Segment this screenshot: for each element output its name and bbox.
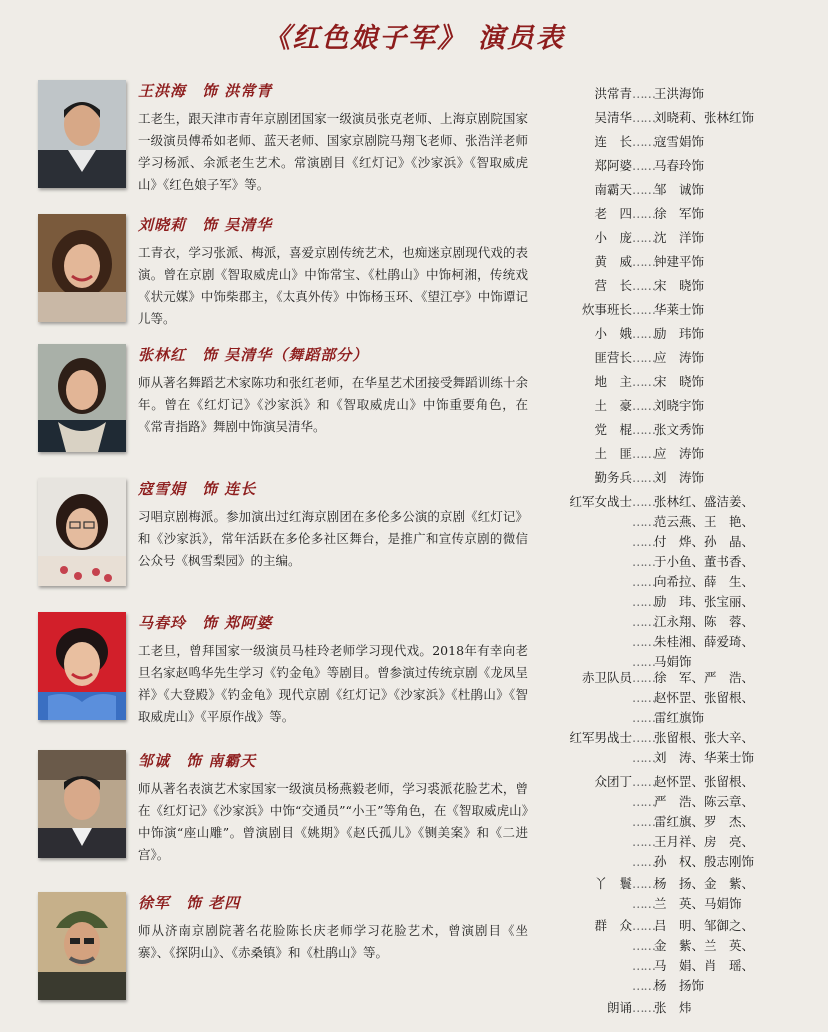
- actor-bio: 师从著名表演艺术家国家一级演员杨燕毅老师，学习裘派花脸艺术，曾在《红灯记》《沙家浜》中饰“交通员”“小王”等角色，在《智取威虎山》中饰演“座山雕”。曾演剧目《姚期》《赵氏孤儿》《铡美案》和《二进宫》。: [138, 781, 528, 862]
- cast-role: 小 庞: [594, 230, 632, 245]
- cast-leader-dots: ……: [632, 958, 655, 973]
- cast-leader-dots: ……: [632, 422, 655, 437]
- cast-leader-dots: ……: [632, 690, 655, 705]
- actor-role: 饰 老四: [186, 894, 241, 912]
- cast-leader-dots: ……: [632, 494, 655, 509]
- cast-role: 洪常青: [594, 86, 632, 101]
- cast-row: [562, 348, 704, 368]
- cast-role: 党 棍: [594, 422, 632, 437]
- cast-actors: 宋 晓饰: [654, 374, 705, 389]
- cast-actors: 严 浩、陈云章、: [654, 794, 755, 809]
- cast-actors: 刘晓宇饰: [654, 398, 705, 413]
- cast-actors: 范云燕、王 艳、: [654, 514, 755, 529]
- cast-leader-dots: ……: [632, 86, 655, 101]
- cast-actors: 应 涛饰: [654, 350, 705, 365]
- cast-row: [562, 324, 704, 344]
- cast-role: 连 长: [594, 134, 632, 149]
- cast-actors: 朱桂湘、薛爱琦、: [654, 634, 755, 649]
- actor-photo: [38, 214, 126, 322]
- cast-row: [562, 998, 692, 1018]
- cast-actors: 钟建平饰: [654, 254, 705, 269]
- cast-role: 勤务兵: [594, 470, 632, 485]
- cast-row: [562, 612, 754, 632]
- cast-actors: 赵怀罡、张留根、: [654, 690, 755, 705]
- cast-actors: 赵怀罡、张留根、: [654, 774, 755, 789]
- cast-leader-dots: ……: [632, 978, 655, 993]
- cast-row: [562, 936, 754, 956]
- cast-actors: 马娟饰: [654, 654, 692, 669]
- cast-role: 丫 鬟: [594, 876, 632, 891]
- cast-row: [562, 444, 704, 464]
- cast-leader-dots: ……: [632, 654, 655, 669]
- cast-row: [562, 728, 754, 748]
- cast-leader-dots: ……: [632, 446, 655, 461]
- cast-role: 土 豪: [594, 398, 632, 413]
- actor-role: 饰 南霸天: [186, 752, 257, 770]
- cast-role: 朗诵: [606, 1000, 632, 1015]
- cast-row: [562, 572, 754, 592]
- cast-leader-dots: ……: [632, 1000, 655, 1015]
- actor-bio: 工老旦，曾拜国家一级演员马桂玲老师学习现代戏。2018年有幸向老旦名家赵鸣华先生学习《钓金龟》等剧目。曾参演过传统京剧《龙凤呈祥》《大登殿》《钓金龟》现代京剧《红灯记》《沙家浜》《杜鹃山》《智取威虎山》《平原作战》等。: [138, 643, 528, 724]
- cast-row: [562, 532, 754, 552]
- cast-row: [562, 688, 754, 708]
- cast-row: [562, 668, 754, 688]
- cast-actors: 杨 扬、金 紫、: [654, 876, 755, 891]
- cast-actors: 徐 军饰: [654, 206, 705, 221]
- cast-row: [562, 468, 704, 488]
- cast-row: [562, 180, 704, 200]
- cast-role: 炊事班长: [581, 302, 632, 317]
- actor-role: 饰 吴清华: [202, 216, 273, 234]
- cast-row: [562, 748, 754, 768]
- cast-role: 红军男战士: [569, 730, 632, 745]
- cast-leader-dots: ……: [632, 350, 655, 365]
- cast-row: [562, 132, 704, 152]
- cast-leader-dots: ……: [632, 278, 655, 293]
- cast-actors: 华莱士饰: [654, 302, 705, 317]
- cast-actors: 励 玮、张宝丽、: [654, 594, 755, 609]
- cast-role: 红军女战士: [569, 494, 632, 509]
- cast-leader-dots: ……: [632, 326, 655, 341]
- cast-leader-dots: ……: [632, 938, 655, 953]
- cast-row: [562, 592, 754, 612]
- actor-name: 张林红: [138, 346, 187, 364]
- cast-leader-dots: ……: [632, 834, 655, 849]
- cast-row: [562, 874, 754, 894]
- cast-row: [562, 420, 704, 440]
- actor-role: 饰 吴清华（舞蹈部分）: [202, 346, 369, 364]
- cast-actors: 刘晓莉、张林红饰: [654, 110, 755, 125]
- actor-photo: [38, 80, 126, 188]
- actor-name: 马春玲: [138, 614, 187, 632]
- cast-leader-dots: ……: [632, 794, 655, 809]
- actor-photo: [38, 478, 126, 586]
- cast-role: 吴清华: [594, 110, 632, 125]
- actor-photo: [38, 892, 126, 1000]
- actor-role: 饰 连长: [202, 480, 257, 498]
- cast-actors: 刘 涛、华莱士饰: [654, 750, 755, 765]
- cast-row: [562, 492, 754, 512]
- cast-leader-dots: ……: [632, 670, 655, 685]
- cast-leader-dots: ……: [632, 876, 655, 891]
- cast-leader-dots: ……: [632, 398, 655, 413]
- cast-role: 地 主: [594, 374, 632, 389]
- cast-row: [562, 916, 754, 936]
- cast-actors: 杨 扬饰: [654, 978, 705, 993]
- cast-role: 赤卫队员: [581, 670, 632, 685]
- cast-row: [562, 512, 754, 532]
- cast-actors: 刘 涛饰: [654, 470, 705, 485]
- cast-row: [562, 276, 704, 296]
- cast-role: 匪营长: [594, 350, 632, 365]
- cast-actors: 于小鱼、董书香、: [654, 554, 755, 569]
- cast-actors: 寇雪娟饰: [654, 134, 705, 149]
- cast-actors: 江永翔、陈 蓉、: [654, 614, 755, 629]
- cast-leader-dots: ……: [632, 158, 655, 173]
- cast-actors: 宋 晓饰: [654, 278, 705, 293]
- cast-row: [562, 812, 754, 832]
- cast-actors: 王月祥、房 亮、: [654, 834, 755, 849]
- cast-role: 土 匪: [594, 446, 632, 461]
- cast-row: [562, 772, 754, 792]
- cast-leader-dots: ……: [632, 374, 655, 389]
- cast-row: [562, 552, 754, 572]
- cast-actors: 兰 英、马娟饰: [654, 896, 742, 911]
- cast-row: [562, 228, 704, 248]
- actor-name: 王洪海: [138, 82, 187, 100]
- cast-role: 众团丁: [594, 774, 632, 789]
- cast-leader-dots: ……: [632, 854, 655, 869]
- cast-actors: 马 娟、肖 瑶、: [654, 958, 755, 973]
- cast-leader-dots: ……: [632, 730, 655, 745]
- cast-row: [562, 396, 704, 416]
- cast-actors: 应 涛饰: [654, 446, 705, 461]
- cast-leader-dots: ……: [632, 614, 655, 629]
- cast-actors: 雷红旗饰: [654, 710, 705, 725]
- actor-bio: 工青衣，学习张派、梅派，喜爱京剧传统艺术，也痴迷京剧现代戏的表演。曾在京剧《智取威虎山》中饰常宝、《杜鹃山》中饰柯湘，传统戏《状元媒》中饰柴郡主，《太真外传》中饰杨玉环、《望江亭》中饰谭记儿等。: [138, 245, 528, 326]
- actor-bio: 师从著名舞蹈艺术家陈功和张红老师，在华星艺术团接受舞蹈训练十余年。曾在《红灯记》《沙家浜》和《智取威虎山》中饰重要角色，在《常青指路》舞剧中饰演吴清华。: [138, 375, 528, 434]
- cast-row: [562, 204, 704, 224]
- cast-actors: 孙 权、殷志刚饰: [654, 854, 755, 869]
- page-title: 《红色娘子军》 演员表: [263, 23, 565, 54]
- cast-actors: 张林红、盛洁姜、: [654, 494, 755, 509]
- actor-name: 刘晓莉: [138, 216, 187, 234]
- cast-role: 营 长: [594, 278, 632, 293]
- cast-row: [562, 84, 704, 104]
- actor-role: 饰 洪常青: [202, 82, 273, 100]
- cast-leader-dots: ……: [632, 634, 655, 649]
- cast-leader-dots: ……: [632, 514, 655, 529]
- cast-row: [562, 300, 704, 320]
- cast-row: [562, 252, 704, 272]
- cast-actors: 雷红旗、罗 杰、: [654, 814, 755, 829]
- cast-actors: 金 紫、兰 英、: [654, 938, 755, 953]
- cast-leader-dots: ……: [632, 182, 655, 197]
- cast-leader-dots: ……: [632, 110, 655, 125]
- cast-row: [562, 956, 754, 976]
- cast-actors: 马春玲饰: [654, 158, 705, 173]
- cast-actors: 邹 诚饰: [654, 182, 705, 197]
- actor-bio: 师从济南京剧院著名花脸陈长庆老师学习花脸艺术，曾演剧目《坐寨》、《探阴山》、《赤桑镇》和《杜鹃山》等。: [138, 923, 528, 960]
- cast-actors: 吕 明、邹御之、: [654, 918, 755, 933]
- cast-actors: 向希拉、薛 生、: [654, 574, 755, 589]
- cast-row: [562, 792, 754, 812]
- cast-leader-dots: ……: [632, 814, 655, 829]
- cast-actors: 王洪海饰: [654, 86, 705, 101]
- cast-row: [562, 108, 754, 128]
- cast-row: [562, 894, 742, 914]
- cast-actors: 徐 军、严 浩、: [654, 670, 755, 685]
- cast-role: 黄 威: [594, 254, 632, 269]
- cast-role: 群 众: [594, 918, 632, 933]
- cast-leader-dots: ……: [632, 750, 655, 765]
- cast-leader-dots: ……: [632, 774, 655, 789]
- cast-actors: 张留根、张大辛、: [654, 730, 755, 745]
- cast-leader-dots: ……: [632, 534, 655, 549]
- cast-role: 南霸天: [594, 182, 632, 197]
- cast-row: [562, 832, 754, 852]
- actor-photo: [38, 612, 126, 720]
- cast-leader-dots: ……: [632, 896, 655, 911]
- actor-name: 徐军: [138, 894, 171, 912]
- actor-bio: 工老生，跟天津市青年京剧团国家一级演员张克老师、上海京剧院国家一级演员傅希如老师、蓝天老师、国家京剧院马翔飞老师、张浩洋老师学习杨派、余派老生艺术。常演剧目《红灯记》《沙家浜》《智取威虎山》《红色娘子军》等。: [138, 111, 528, 192]
- actor-name: 邹诚: [138, 752, 171, 770]
- cast-row: [562, 976, 704, 996]
- cast-leader-dots: ……: [632, 574, 655, 589]
- cast-actors: 张 炜: [654, 1000, 692, 1015]
- cast-leader-dots: ……: [632, 302, 655, 317]
- cast-role: 老 四: [594, 206, 632, 221]
- cast-leader-dots: ……: [632, 230, 655, 245]
- cast-actors: 励 玮饰: [654, 326, 705, 341]
- actor-photo: [38, 344, 126, 452]
- cast-row: [562, 852, 754, 872]
- cast-role: 郑阿婆: [594, 158, 632, 173]
- cast-row: [562, 632, 754, 652]
- cast-actors: 付 烨、孙 晶、: [654, 534, 755, 549]
- cast-leader-dots: ……: [632, 918, 655, 933]
- cast-role: 小 娥: [594, 326, 632, 341]
- actor-name: 寇雪娟: [138, 480, 187, 498]
- cast-row: [562, 372, 704, 392]
- cast-leader-dots: ……: [632, 134, 655, 149]
- cast-row: [562, 708, 704, 728]
- actor-photo: [38, 750, 126, 858]
- cast-actors: 张文秀饰: [654, 422, 705, 437]
- cast-leader-dots: ……: [632, 554, 655, 569]
- cast-leader-dots: ……: [632, 470, 655, 485]
- cast-row: [562, 156, 704, 176]
- cast-leader-dots: ……: [632, 254, 655, 269]
- cast-leader-dots: ……: [632, 710, 655, 725]
- cast-leader-dots: ……: [632, 206, 655, 221]
- actor-bio: 习唱京剧梅派。参加演出过红海京剧团在多伦多公演的京剧《红灯记》和《沙家浜》，常年活跃在多伦多社区舞台，是推广和宣传京剧的微信公众号《枫雪梨园》的主编。: [138, 509, 528, 568]
- actor-role: 饰 郑阿婆: [202, 614, 273, 632]
- cast-actors: 沈 洋饰: [654, 230, 705, 245]
- cast-leader-dots: ……: [632, 594, 655, 609]
